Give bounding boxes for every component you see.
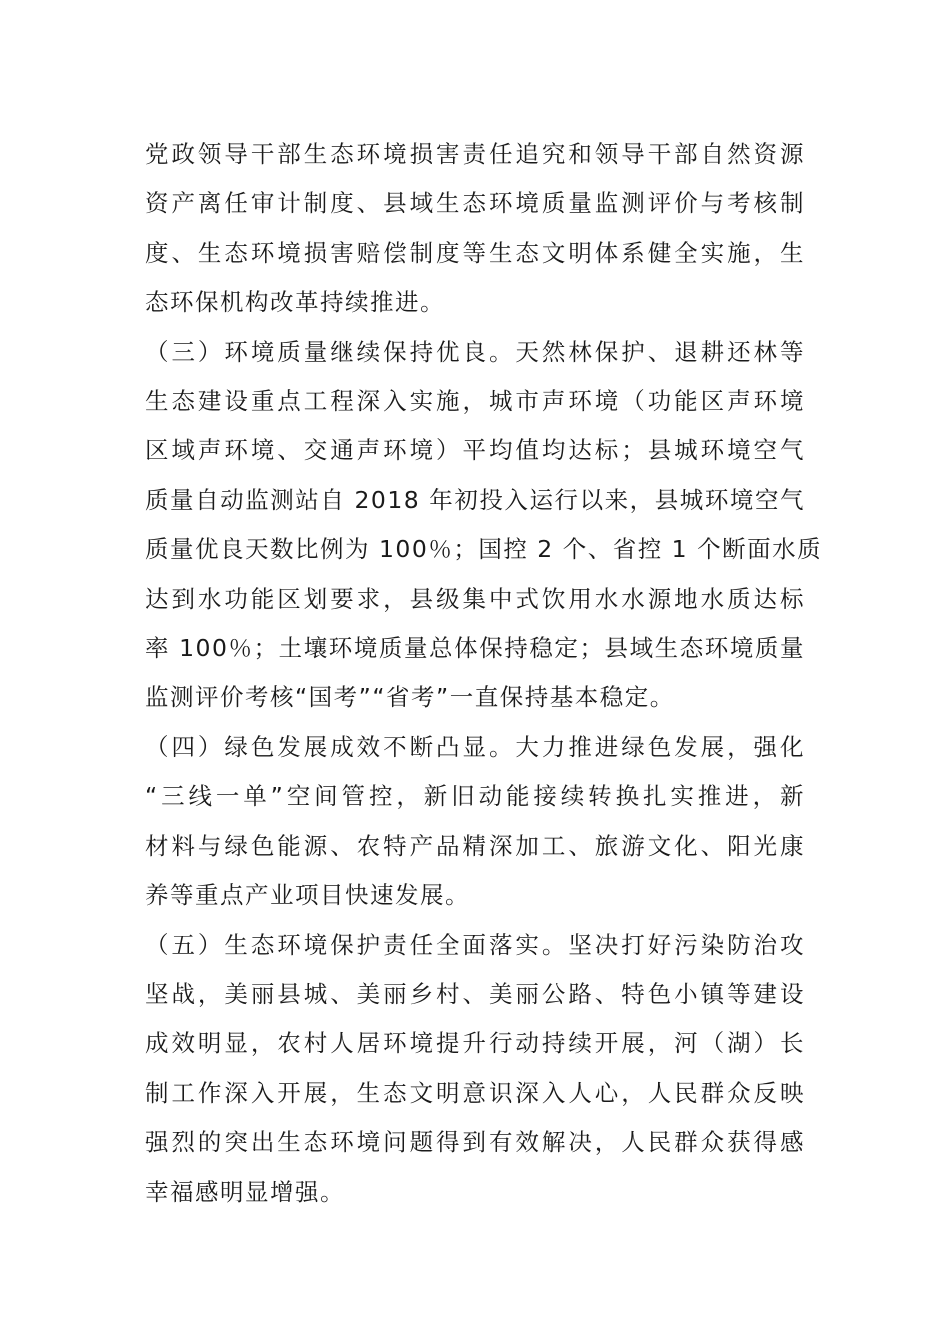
- paragraph-environment-quality: [145, 328, 823, 723]
- text-line: （四）绿色发展成效不断凸显。大力推进绿色发展，强化: [145, 732, 805, 761]
- paragraph-protection-responsibility: [145, 921, 805, 1217]
- text-line: （五）生态环境保护责任全面落实。坚决打好污染防治攻: [145, 930, 805, 959]
- text-line: “三线一单”空间管控，新旧动能接续转换扎实推进，新: [145, 782, 805, 811]
- text-line: 资产离任审计制度、县域生态环境质量监测评价与考核制: [145, 189, 805, 218]
- text-line: 坚战，美丽县城、美丽乡村、美丽公路、特色小镇等建设: [145, 979, 805, 1008]
- text-line: 度、生态环境损害赔偿制度等生态文明体系健全实施，生: [145, 238, 805, 267]
- text-line: 党政领导干部生态环境损害责任追究和领导干部自然资源: [145, 140, 805, 168]
- text-line: 成效明显，农村人居环境提升行动持续开展，河（湖）长: [145, 1029, 805, 1058]
- paragraph-green-development: [145, 723, 805, 921]
- text-line: 养等重点产业项目快速发展。: [145, 881, 470, 910]
- text-line: 达到水功能区划要求，县级集中式饮用水水源地水质达标: [145, 584, 805, 613]
- text-line: 强烈的突出生态环境问题得到有效解决，人民群众获得感: [145, 1128, 805, 1157]
- text-line: 区域声环境、交通声环境）平均值均达标；县城环境空气: [145, 436, 805, 465]
- text-line: 监测评价考核“国考”“省考”一直保持基本稳定。: [145, 683, 675, 712]
- text-line: 制工作深入开展，生态文明意识深入人心，人民群众反映: [145, 1078, 805, 1107]
- text-line: 率 100％；土壤环境质量总体保持稳定；县域生态环境质量: [145, 634, 805, 663]
- text-line: 材料与绿色能源、农特产品精深加工、旅游文化、阳光康: [145, 831, 805, 860]
- text-line: 态环保机构改革持续推进。: [145, 288, 445, 317]
- paragraph-system-reform: [145, 130, 805, 328]
- text-line: （三）环境质量继续保持优良。天然林保护、退耕还林等: [145, 337, 805, 366]
- text-line: 质量自动监测站自 2018 年初投入运行以来，县城环境空气: [145, 485, 805, 514]
- text-line: 幸福感明显增强。: [145, 1177, 345, 1206]
- document-body: [145, 130, 823, 1217]
- text-line: 生态建设重点工程深入实施，城市声环境（功能区声环境: [145, 387, 805, 416]
- text-line: 质量优良天数比例为 100％；国控 2 个、省控 1 个断面水质: [145, 535, 823, 564]
